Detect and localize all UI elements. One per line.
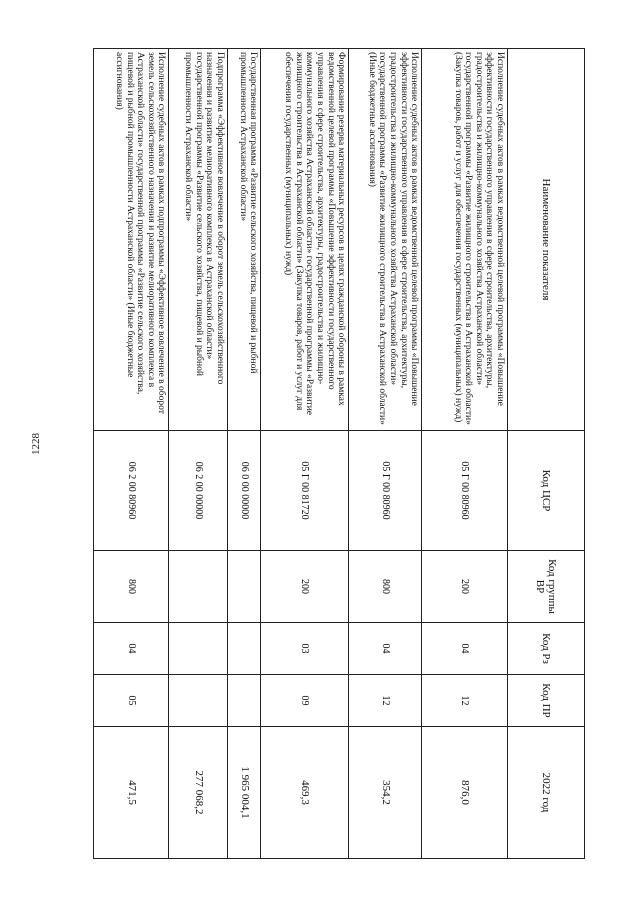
cell-rz bbox=[227, 623, 260, 675]
cell-year: 469,3 bbox=[261, 727, 349, 859]
cell-csr: 06 2 00 00000 bbox=[169, 431, 228, 551]
cell-vr: 800 bbox=[94, 551, 169, 623]
cell-csr: 06 0 00 00000 bbox=[227, 431, 260, 551]
cell-name: Исполнение судебных актов в рамках ведомственной целевой программы «Повышение эффективности государственного управления в сфере строительства, архитектуры, градостроительства и жилищно-коммунального хозяйства Астраханской области» государственной программы «Развитие жилищного строительства в Астраханской области» (Закупка товаров, работ и услуг для обеспечения государственных (муниципальных) нужд) bbox=[422, 49, 508, 431]
header-year: 2022 год bbox=[508, 727, 585, 859]
cell-rz: 04 bbox=[422, 623, 508, 675]
table-row bbox=[94, 49, 169, 859]
header-csr: Код ЦСР bbox=[508, 431, 585, 551]
cell-csr: 05 Г 00 80960 bbox=[422, 431, 508, 551]
cell-csr: 05 Г 00 81720 bbox=[261, 431, 349, 551]
header-name: Наименование показателя bbox=[508, 49, 585, 431]
cell-csr: 05 Г 00 80960 bbox=[349, 431, 422, 551]
cell-pr bbox=[227, 675, 260, 727]
table-row bbox=[261, 49, 349, 859]
header-pr: Код ПР bbox=[508, 675, 585, 727]
rotated-table-container bbox=[93, 48, 585, 858]
cell-year: 876,0 bbox=[422, 727, 508, 859]
cell-vr: 200 bbox=[422, 551, 508, 623]
cell-rz: 04 bbox=[94, 623, 169, 675]
cell-name: Государственная программа «Развитие сельского хозяйства, пищевой и рыбной промышленности Астраханской области» bbox=[227, 49, 260, 431]
table-row bbox=[349, 49, 422, 859]
cell-year: 471,5 bbox=[94, 727, 169, 859]
page-number: 1228 bbox=[30, 433, 42, 455]
cell-name: Формирование резерва материальных ресурсов в целях гражданской обороны в рамках ведомственной целевой программы «Повышение эффективности государственного управления в сфере строительства, архитектуры, градостроительства и жилищно-коммунального хозяйства Астраханской области» государственной программы «Развитие жилищного строительства в Астраханской области» (Закупка товаров, работ и услуг для обеспечения государственных (муниципальных) нужд) bbox=[261, 49, 349, 431]
cell-vr bbox=[169, 551, 228, 623]
cell-year: 354,2 bbox=[349, 727, 422, 859]
budget-table bbox=[93, 48, 585, 859]
table-row bbox=[227, 49, 260, 859]
cell-vr bbox=[227, 551, 260, 623]
cell-csr: 06 2 00 80960 bbox=[94, 431, 169, 551]
cell-rz: 03 bbox=[261, 623, 349, 675]
cell-rz: 04 bbox=[349, 623, 422, 675]
table-row bbox=[422, 49, 508, 859]
cell-pr: 12 bbox=[349, 675, 422, 727]
cell-year: 277 068,2 bbox=[169, 727, 228, 859]
cell-pr: 05 bbox=[94, 675, 169, 727]
cell-name: Подпрограмма «Эффективное вовлечение в оборот земель сельскохозяйственного назначения и развитие мелиоративного комплекса в Астраханской области» государственной программы «Развитие сельского хозяйства, пищевой и рыбной промышленности Астраханской области» bbox=[169, 49, 228, 431]
table-row bbox=[169, 49, 228, 859]
cell-pr: 09 bbox=[261, 675, 349, 727]
table-header-row bbox=[508, 49, 585, 859]
cell-name: Исполнение судебных актов в рамках подпрограммы «Эффективное вовлечение в оборот земель сельскохозяйственного назначения и развитие мелиоративного комплекса в Астраханской области» государственной программы «Развитие сельского хозяйства, пищевой и рыбной промышленности Астраханской области» (Иные бюджетные ассигнования) bbox=[94, 49, 169, 431]
cell-pr bbox=[169, 675, 228, 727]
cell-vr: 200 bbox=[261, 551, 349, 623]
cell-name: Исполнение судебных актов в рамках ведомственной целевой программы «Повышение эффективности государственного управления в сфере строительства, архитектуры, градостроительства и жилищно-коммунального хозяйства Астраханской области» государственной программы «Развитие жилищного строительства в Астраханской области» (Иные бюджетные ассигнования) bbox=[349, 49, 422, 431]
cell-pr: 12 bbox=[422, 675, 508, 727]
header-rz: Код Рз bbox=[508, 623, 585, 675]
cell-vr: 800 bbox=[349, 551, 422, 623]
cell-year: 1 965 004,1 bbox=[227, 727, 260, 859]
cell-rz bbox=[169, 623, 228, 675]
header-vr: Код группы ВР bbox=[508, 551, 585, 623]
